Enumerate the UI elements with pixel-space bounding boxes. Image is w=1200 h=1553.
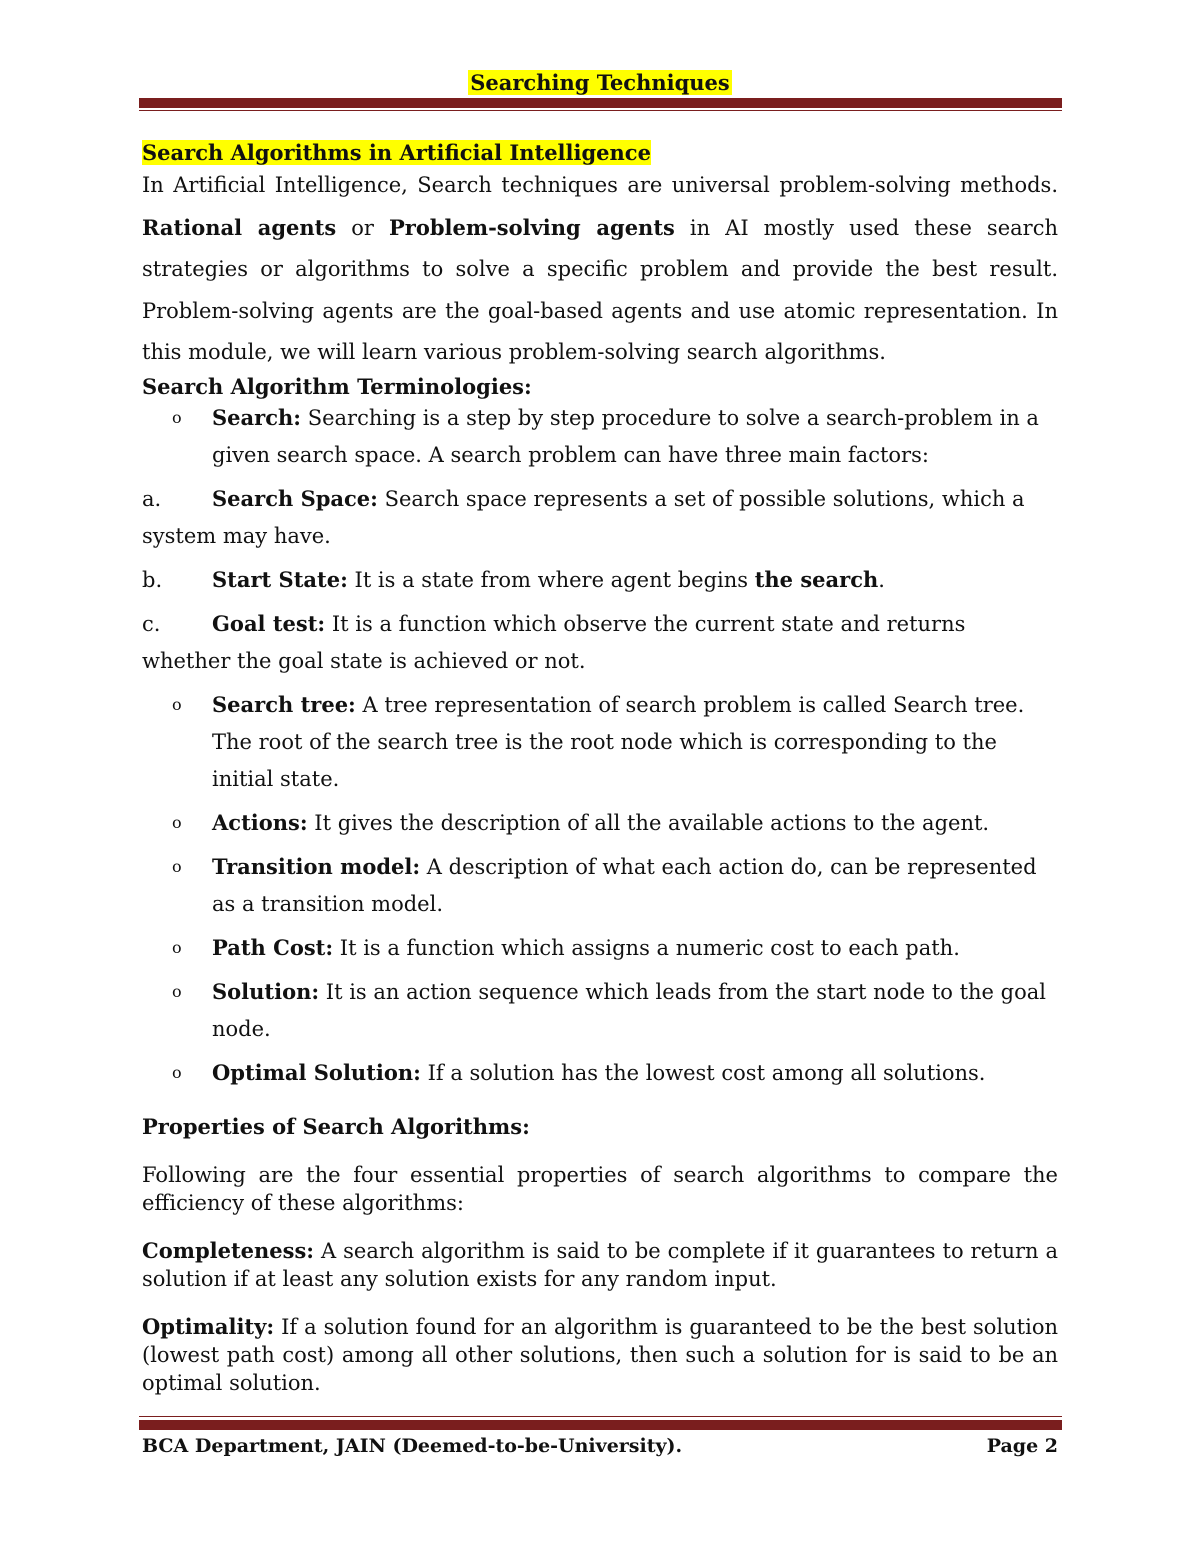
list-item-solution: o Solution: It is an action sequence which leads from the start node to the goal node. <box>142 973 1058 1048</box>
terminologies-heading: Search Algorithm Terminologies: <box>142 373 532 399</box>
list-item-transition-model: o Transition model: A description of what each action do, can be represented as a transition model. <box>142 848 1058 923</box>
page-body <box>142 140 1058 1397</box>
page-footer <box>142 1435 1058 1457</box>
bullet-icon: o <box>172 694 182 714</box>
completeness-paragraph: Completeness: A search algorithm is said to be complete if it guarantees to return a solution if at least any solution exists for any random input. <box>142 1237 1058 1291</box>
list-item-search-tree: o Search tree: A tree representation of search problem is called Search tree. The root of the search tree is the root node which is corresponding to the initial state. <box>142 686 1058 798</box>
factor-start-state: b. Start State: It is a state from where agent begins the search. <box>142 566 885 592</box>
intro-paragraph: In Artificial Intelligence, Search techniques are universal problem-solving methods. Rational agents or Problem-solving agents in AI mostly used these search strategies or algorithms to solve a specific problem and provide the best result. Problem-solving agents are the goal-based agents and use atomic representation. In this module, we will learn various problem-solving search algorithms. <box>142 173 1058 364</box>
factor-goal-test: c. Goal test: It is a function which observe the current state and returns whether the goal state is achieved or not. <box>142 610 966 673</box>
properties-heading: Properties of Search Algorithms: <box>142 1113 530 1139</box>
properties-intro: Following are the four essential properties of search algorithms to compare the efficiency of these algorithms: <box>142 1162 1058 1215</box>
bullet-icon: o <box>172 407 182 427</box>
header-title: Searching Techniques <box>470 70 730 95</box>
page-header <box>0 70 1200 95</box>
bullet-icon: o <box>172 1062 182 1082</box>
list-item-path-cost: o Path Cost: It is a function which assigns a numeric cost to each path. <box>142 929 1058 967</box>
bullet-icon: o <box>172 856 182 876</box>
header-rule <box>139 98 1062 108</box>
list-item-optimal-solution: o Optimal Solution: If a solution has the lowest cost among all solutions. <box>142 1054 1058 1092</box>
list-item-actions: o Actions: It gives the description of all the available actions to the agent. <box>142 804 1058 842</box>
section-heading: Search Algorithms in Artificial Intelligence <box>142 140 651 165</box>
bullet-icon: o <box>172 981 182 1001</box>
footer-rule <box>139 1420 1062 1430</box>
footer-department: BCA Department, JAIN (Deemed-to-be-University). <box>142 1435 683 1457</box>
bullet-icon: o <box>172 812 182 832</box>
optimality-paragraph: Optimality: If a solution found for an algorithm is guaranteed to be the best solution (lowest path cost) among all other solutions, then such a solution for is said to be an optimal solution. <box>142 1313 1058 1395</box>
factor-search-space: a. Search Space: Search space represents a set of possible solutions, which a system may have. <box>142 485 1025 548</box>
page-number: Page 2 <box>986 1435 1058 1457</box>
list-item-search: o Search: Searching is a step by step procedure to solve a search-problem in a given search space. A search problem can have three main factors: <box>142 399 1058 474</box>
bullet-icon: o <box>172 937 182 957</box>
